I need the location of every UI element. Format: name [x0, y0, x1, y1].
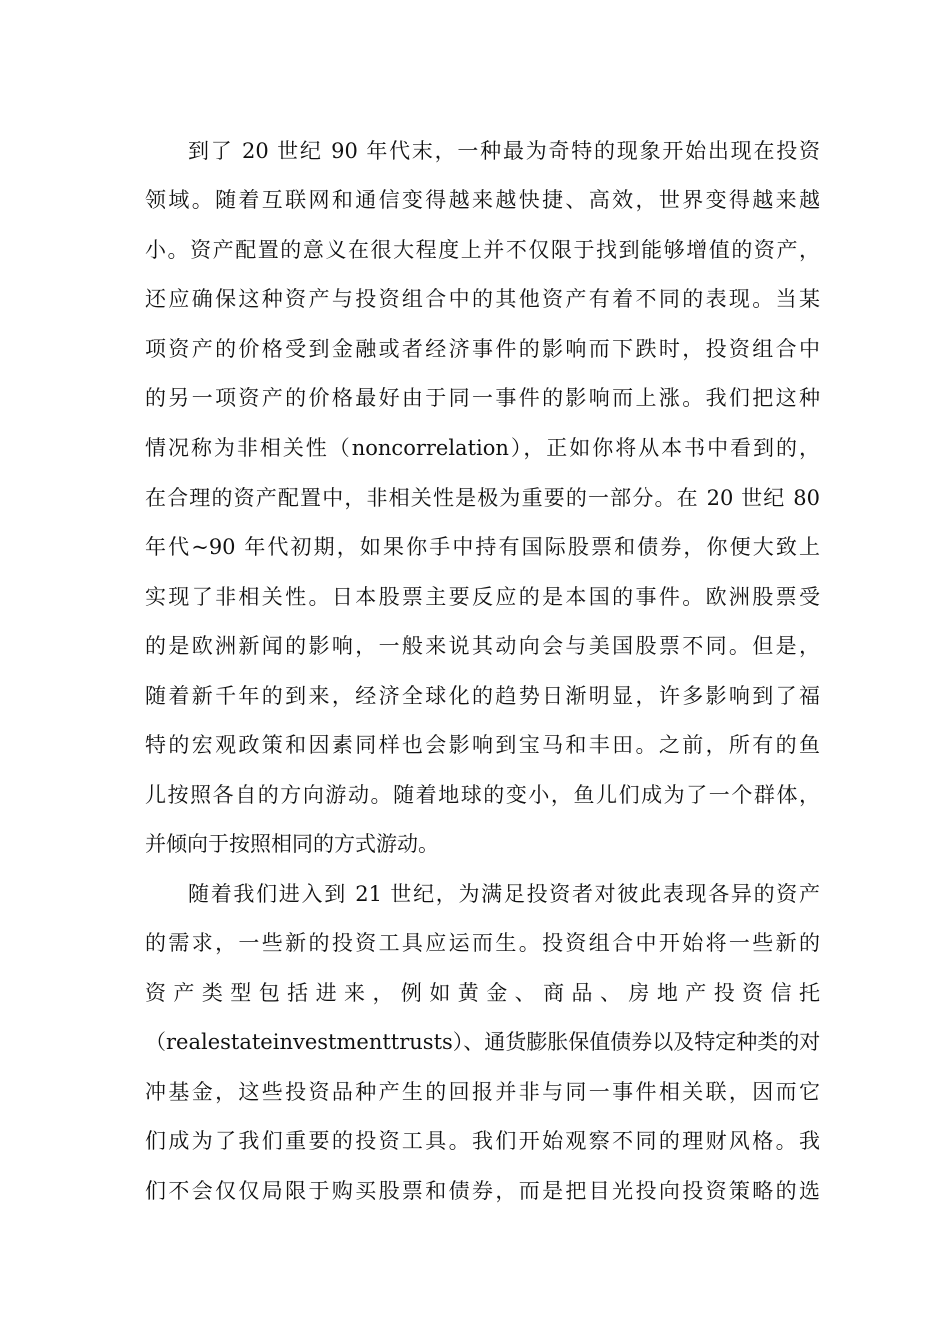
paragraph-1-line-9: 年代~90 年代初期，如果你手中持有国际股票和债券，你便大致上 — [145, 535, 820, 559]
paragraph-2-line-4: （realestateinvestmenttrusts）、通货膨胀保值债券以及特定种类的对 — [145, 1030, 820, 1054]
paragraph-1-line-10: 实现了非相关性。日本股票主要反应的是本国的事件。欧洲股票受 — [145, 585, 820, 609]
paragraph-2-line-1: 随着我们进入到 21 世纪，为满足投资者对彼此表现各异的资产 — [188, 882, 820, 906]
paragraph-2-line-2: 的需求，一些新的投资工具应运而生。投资组合中开始将一些新的 — [145, 931, 820, 955]
paragraph-1-line-12: 随着新千年的到来，经济全球化的趋势日渐明显，许多影响到了福 — [145, 684, 820, 708]
paragraph-1-line-2: 领域。随着互联网和通信变得越来越快捷、高效，世界变得越来越 — [145, 188, 820, 212]
paragraph-1-line-7: 情况称为非相关性（noncorrelation），正如你将从本书中看到的， — [145, 436, 820, 460]
paragraph-2-line-3: 资产类型包括进来，例如黄金、商品、房地产投资信托 — [145, 981, 820, 1005]
paragraph-2-line-5: 冲基金，这些投资品种产生的回报并非与同一事件相关联，因而它 — [145, 1080, 820, 1104]
paragraph-1-line-15: 并倾向于按照相同的方式游动。 — [145, 832, 439, 856]
paragraph-1-line-4: 还应确保这种资产与投资组合中的其他资产有着不同的表现。当某 — [145, 287, 820, 311]
paragraph-1-line-14: 儿按照各自的方向游动。随着地球的变小，鱼儿们成为了一个群体， — [145, 783, 820, 807]
paragraph-2-line-7: 们不会仅仅局限于购买股票和债券，而是把目光投向投资策略的选 — [145, 1179, 820, 1203]
paragraph-1-line-8: 在合理的资产配置中，非相关性是极为重要的一部分。在 20 世纪 80 — [145, 486, 820, 510]
paragraph-2-line-6: 们成为了我们重要的投资工具。我们开始观察不同的理财风格。我 — [145, 1129, 820, 1153]
paragraph-1-line-3: 小。资产配置的意义在很大程度上并不仅限于找到能够增值的资产， — [145, 238, 820, 262]
paragraph-1-line-6: 的另一项资产的价格最好由于同一事件的影响而上涨。我们把这种 — [145, 386, 820, 410]
paragraph-1-line-5: 项资产的价格受到金融或者经济事件的影响而下跌时，投资组合中 — [145, 337, 820, 361]
paragraph-1-line-13: 特的宏观政策和因素同样也会影响到宝马和丰田。之前，所有的鱼 — [145, 733, 820, 757]
paragraph-1-line-11: 的是欧洲新闻的影响，一般来说其动向会与美国股票不同。但是， — [145, 634, 820, 658]
paragraph-1-line-1: 到了 20 世纪 90 年代末，一种最为奇特的现象开始出现在投资 — [188, 139, 820, 163]
